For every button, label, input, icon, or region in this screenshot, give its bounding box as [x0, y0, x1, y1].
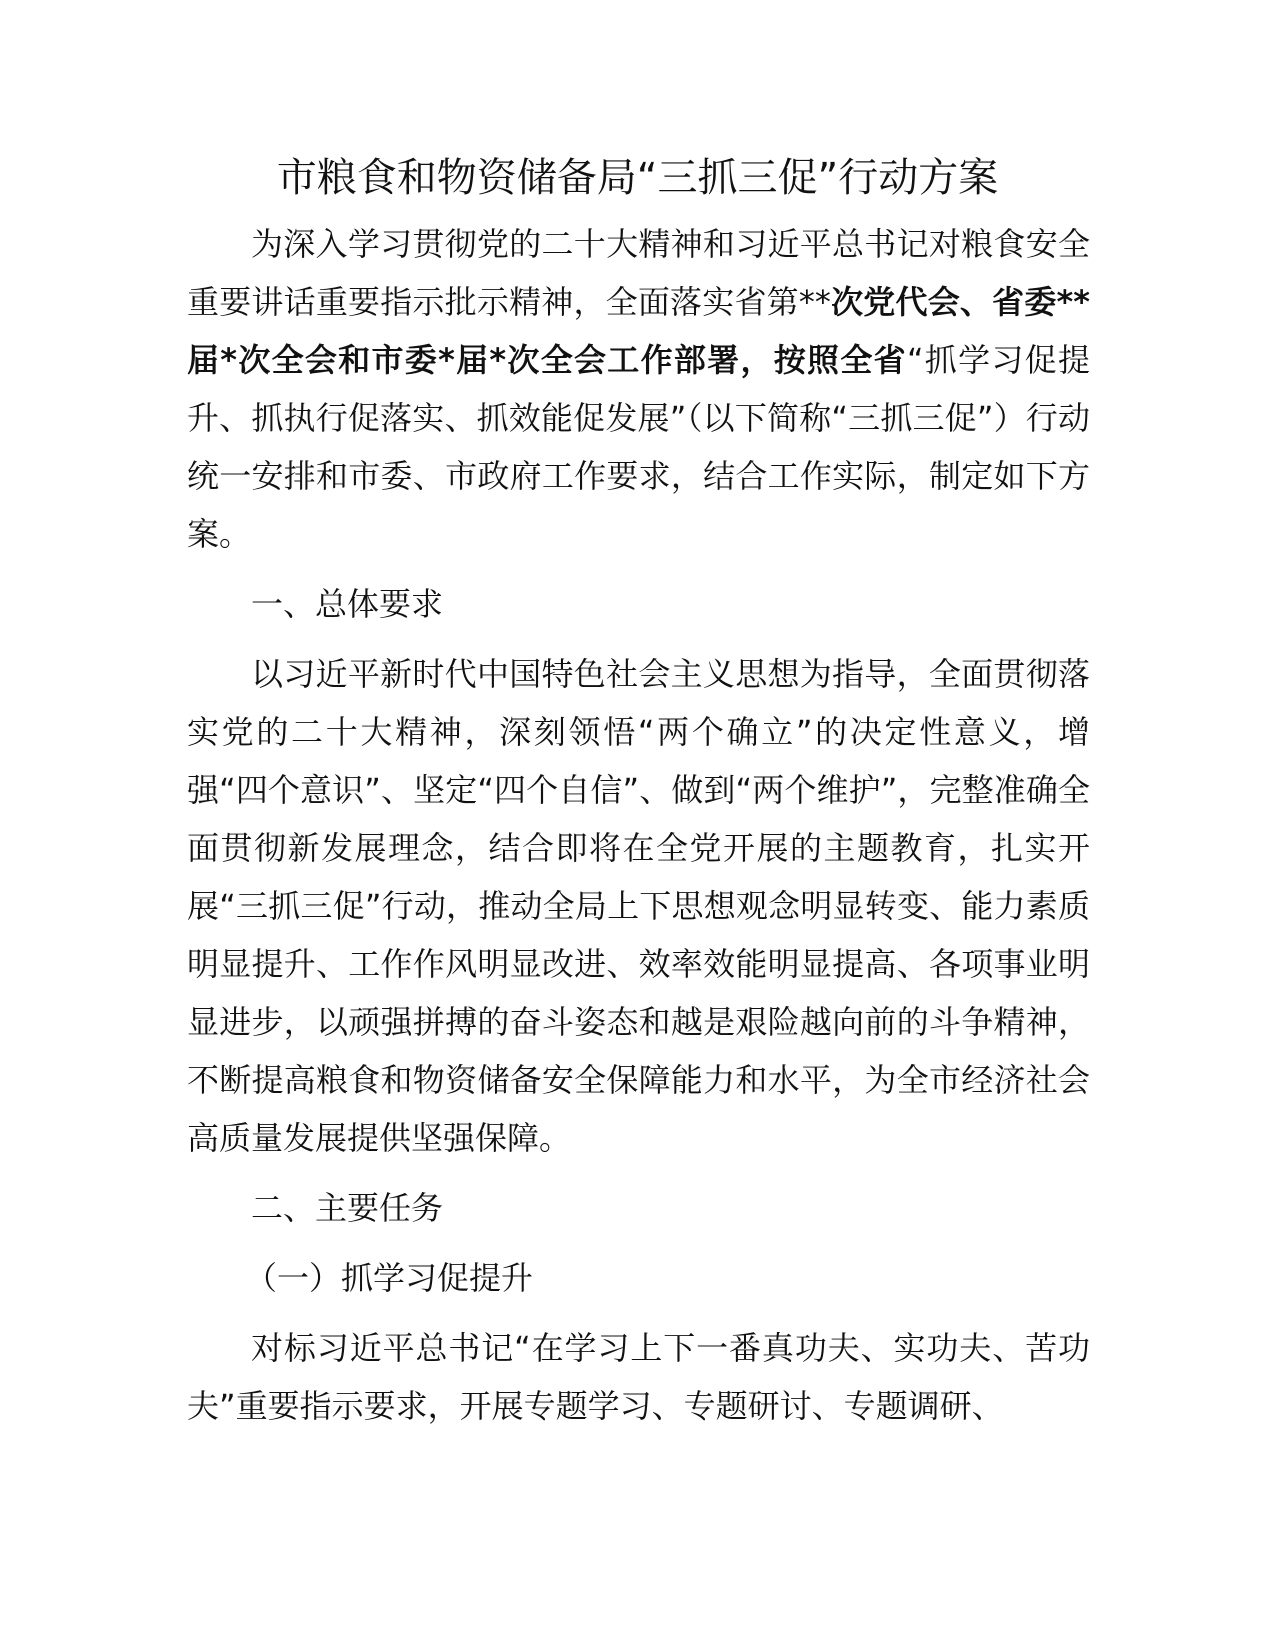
intro-text-part2-bold: 次党代会、省委**届*次全会和市委*届*次全会工作部署，按照全省 — [187, 283, 1090, 379]
document-title: 市粮食和物资储备局“三抓三促”行动方案 — [276, 155, 999, 201]
intro-paragraph — [187, 215, 1090, 563]
section2-heading: 二、主要任务 — [251, 1189, 444, 1227]
intro-text-part3: “抓学习促提升、抓执行促落实、抓效能促发展”（以下简称“三抓三促”）行动统一安排和市委、市政府工作要求，结合工作实际，制定如下方案。 — [187, 341, 1090, 553]
section1-paragraph: 以习近平新时代中国特色社会主义思想为指导，全面贯彻落实党的二十大精神，深刻领悟“两个确立”的决定性意义，增强“四个意识”、坚定“四个自信”、做到“两个维护”，完整准确全面贯彻新发展理念，结合即将在全党开展的主题教育，扎实开展“三抓三促”行动，推动全局上下思想观念明显转变、能力素质明显提升、工作作风明显改进、效率效能明显提高、各项事业明显进步，以顽强拼搏的奋斗姿态和越是艰险越向前的斗争精神，不断提高粮食和物资储备安全保障能力和水平，为全市经济社会高质量发展提供坚强保障。 — [187, 655, 1090, 1157]
subsection1-paragraph: 对标习近平总书记“在学习上下一番真功夫、实功夫、苦功夫”重要指示要求，开展专题学习、专题研讨、专题调研、 — [187, 1329, 1090, 1425]
document-body — [187, 215, 1090, 1435]
subsection1-heading: （一）抓学习促提升 — [245, 1259, 534, 1297]
intro-text-part1: 为深入学习贯彻党的二十大精神和习近平总书记对粮食安全重要讲话重要指示批示精神，全面落实省第** — [187, 225, 1090, 321]
section1-heading: 一、总体要求 — [251, 585, 444, 623]
